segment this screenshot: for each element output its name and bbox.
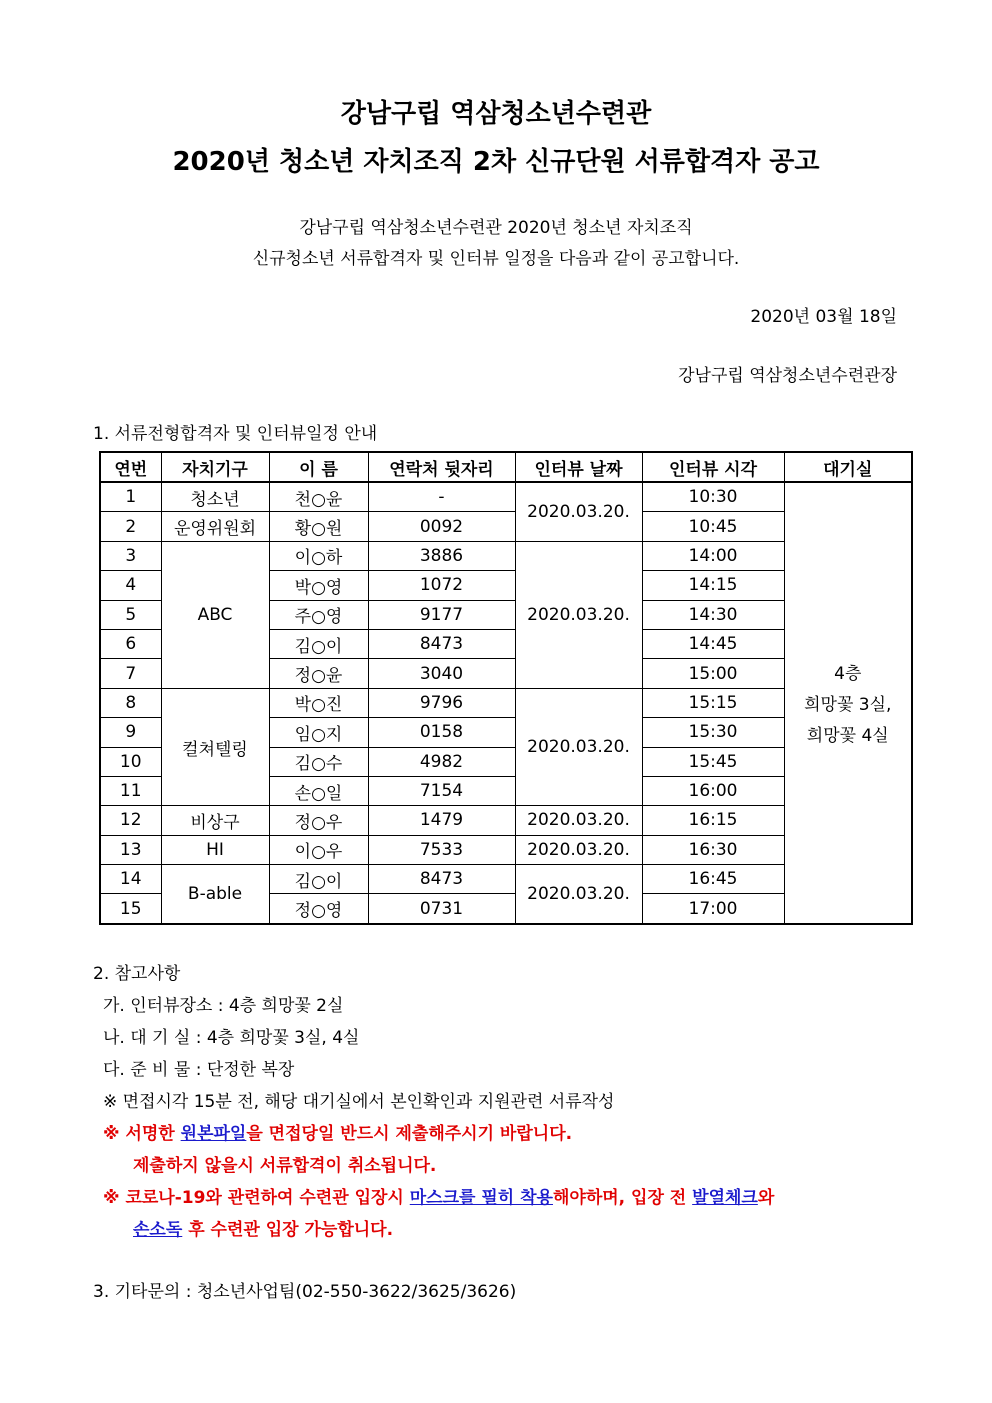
cell-time: 14:15	[642, 571, 784, 600]
cell-phone: -	[368, 482, 515, 512]
cell-org-bisanggu: 비상구	[161, 806, 269, 835]
cell-time: 14:00	[642, 541, 784, 570]
cell-name: 정○영	[269, 894, 368, 924]
cell-phone: 0731	[368, 894, 515, 924]
table-header-row	[100, 452, 912, 482]
note-original-file	[93, 1118, 774, 1150]
cell-org	[161, 482, 269, 512]
cell-no: 6	[100, 629, 161, 658]
note-text: 후 수련관 입장 가능합니다.	[182, 1220, 394, 1240]
intro-line2: 신규청소년 서류합격자 및 인터뷰 일정을 다음과 같이 공고합니다.	[252, 249, 740, 269]
col-header-no: 연번	[100, 452, 161, 482]
cell-date: 2020.03.20.	[515, 482, 642, 541]
note-arrival: ※ 면접시각 15분 전, 해당 대기실에서 본인확인과 지원관련 서류작성	[103, 1092, 615, 1112]
cell-org-culture: 컬쳐텔링	[161, 688, 269, 806]
cell-name: 박○영	[269, 571, 368, 600]
schedule-table	[99, 451, 913, 925]
cell-name: 김○수	[269, 747, 368, 776]
cell-org	[161, 512, 269, 541]
col-header-waiting: 대기실	[784, 452, 912, 482]
cell-phone: 7154	[368, 776, 515, 805]
cell-time: 15:45	[642, 747, 784, 776]
note-text: 해야하며, 입장 전	[552, 1188, 693, 1208]
note-text: 코로나-19와 관련하여 수련관 입장시	[125, 1188, 410, 1208]
cell-time: 16:45	[642, 865, 784, 894]
cell-time: 16:00	[642, 776, 784, 805]
col-header-phone: 연락처 뒷자리	[368, 452, 515, 482]
col-header-name: 이 름	[269, 452, 368, 482]
cell-name: 황○원	[269, 512, 368, 541]
cell-time: 14:30	[642, 600, 784, 629]
cell-org-bable: B-able	[161, 865, 269, 924]
cell-no: 4	[100, 571, 161, 600]
section2-notes	[93, 958, 774, 1246]
cell-no: 7	[100, 659, 161, 688]
cell-phone: 3886	[368, 541, 515, 570]
waiting-room-4: 희망꽃 4실	[806, 726, 889, 747]
cell-phone: 1479	[368, 806, 515, 835]
org-youth-committee-line1: 청소년	[190, 489, 240, 510]
cell-name: 손○일	[269, 776, 368, 805]
cell-no: 13	[100, 835, 161, 864]
note-cancel-warning: 제출하지 않을시 서류합격이 취소됩니다.	[133, 1156, 437, 1176]
intro-line1: 강남구립 역삼청소년수련관 2020년 청소년 자치조직	[299, 218, 693, 238]
cell-time: 16:15	[642, 806, 784, 835]
cell-name: 주○영	[269, 600, 368, 629]
issuer: 강남구립 역삼청소년수련관장	[678, 366, 897, 386]
cell-date: 2020.03.20.	[515, 806, 642, 835]
table-row	[100, 482, 912, 512]
cell-name: 이○하	[269, 541, 368, 570]
contact-info: 3. 기타문의 : 청소년사업팀(02-550-3622/3625/3626)	[93, 1282, 517, 1302]
cell-name: 임○지	[269, 718, 368, 747]
cell-time: 15:15	[642, 688, 784, 717]
cell-no: 12	[100, 806, 161, 835]
cell-org-abc: ABC	[161, 541, 269, 688]
cell-date: 2020.03.20.	[515, 688, 642, 806]
cell-phone: 4982	[368, 747, 515, 776]
cell-name: 천○윤	[269, 482, 368, 512]
original-file-highlight: 원본파일	[180, 1124, 247, 1144]
cell-time: 10:45	[642, 512, 784, 541]
note-covid-line2	[93, 1214, 774, 1246]
note-text: 와	[757, 1188, 775, 1208]
cell-time: 15:00	[642, 659, 784, 688]
cell-phone: 9796	[368, 688, 515, 717]
cell-phone: 0158	[368, 718, 515, 747]
cell-org-hi: HI	[161, 835, 269, 864]
cell-time: 14:45	[642, 629, 784, 658]
cell-date: 2020.03.20.	[515, 865, 642, 924]
cell-no: 5	[100, 600, 161, 629]
note-dress-code: 다. 준 비 물 : 단정한 복장	[103, 1060, 295, 1080]
cell-phone: 8473	[368, 865, 515, 894]
cell-no: 1	[100, 482, 161, 512]
cell-no: 10	[100, 747, 161, 776]
note-interview-place: 가. 인터뷰장소 : 4층 희망꽃 2실	[103, 996, 344, 1016]
waiting-room-floor: 4층	[834, 664, 862, 685]
mask-highlight: 마스크를 필히 착용	[409, 1188, 553, 1208]
sanitize-highlight: 손소독	[133, 1220, 183, 1240]
section1-title: 1. 서류전형합격자 및 인터뷰일정 안내	[93, 424, 378, 444]
doc-title-line1: 강남구립 역삼청소년수련관	[340, 99, 652, 129]
cell-no: 8	[100, 688, 161, 717]
waiting-room-3: 희망꽃 3실,	[804, 695, 892, 716]
cell-name: 정○윤	[269, 659, 368, 688]
col-header-date: 인터뷰 날짜	[515, 452, 642, 482]
cell-no: 11	[100, 776, 161, 805]
cell-phone: 9177	[368, 600, 515, 629]
reference-mark: ※	[103, 1188, 120, 1208]
cell-date: 2020.03.20.	[515, 541, 642, 688]
cell-phone: 0092	[368, 512, 515, 541]
fever-check-highlight: 발열체크	[692, 1188, 758, 1208]
cell-name: 박○진	[269, 688, 368, 717]
cell-time: 10:30	[642, 482, 784, 512]
cell-time: 16:30	[642, 835, 784, 864]
cell-name: 김○이	[269, 629, 368, 658]
cell-name: 김○이	[269, 865, 368, 894]
cell-phone: 1072	[368, 571, 515, 600]
cell-name: 이○우	[269, 835, 368, 864]
cell-phone: 8473	[368, 629, 515, 658]
note-covid	[93, 1182, 774, 1214]
note-text: 을 면접당일 반드시 제출해주시기 바랍니다.	[246, 1124, 573, 1144]
cell-no: 3	[100, 541, 161, 570]
col-header-org: 자치기구	[161, 452, 269, 482]
cell-no: 9	[100, 718, 161, 747]
cell-waiting-room	[784, 482, 912, 924]
announcement-date: 2020년 03월 18일	[750, 307, 897, 327]
note-waiting-room: 나. 대 기 실 : 4층 희망꽃 3실, 4실	[103, 1028, 360, 1048]
cell-date: 2020.03.20.	[515, 835, 642, 864]
cell-name: 정○우	[269, 806, 368, 835]
cell-time: 17:00	[642, 894, 784, 924]
doc-title-line2: 2020년 청소년 자치조직 2차 신규단원 서류합격자 공고	[172, 147, 820, 177]
cell-phone: 7533	[368, 835, 515, 864]
cell-no: 15	[100, 894, 161, 924]
note-text: 서명한	[125, 1124, 181, 1144]
cell-phone: 3040	[368, 659, 515, 688]
org-youth-committee-line2: 운영위원회	[173, 519, 257, 540]
cell-no: 14	[100, 865, 161, 894]
col-header-time: 인터뷰 시각	[642, 452, 784, 482]
section2-title: 2. 참고사항	[93, 964, 181, 984]
cell-time: 15:30	[642, 718, 784, 747]
cell-no: 2	[100, 512, 161, 541]
reference-mark: ※	[103, 1124, 120, 1144]
